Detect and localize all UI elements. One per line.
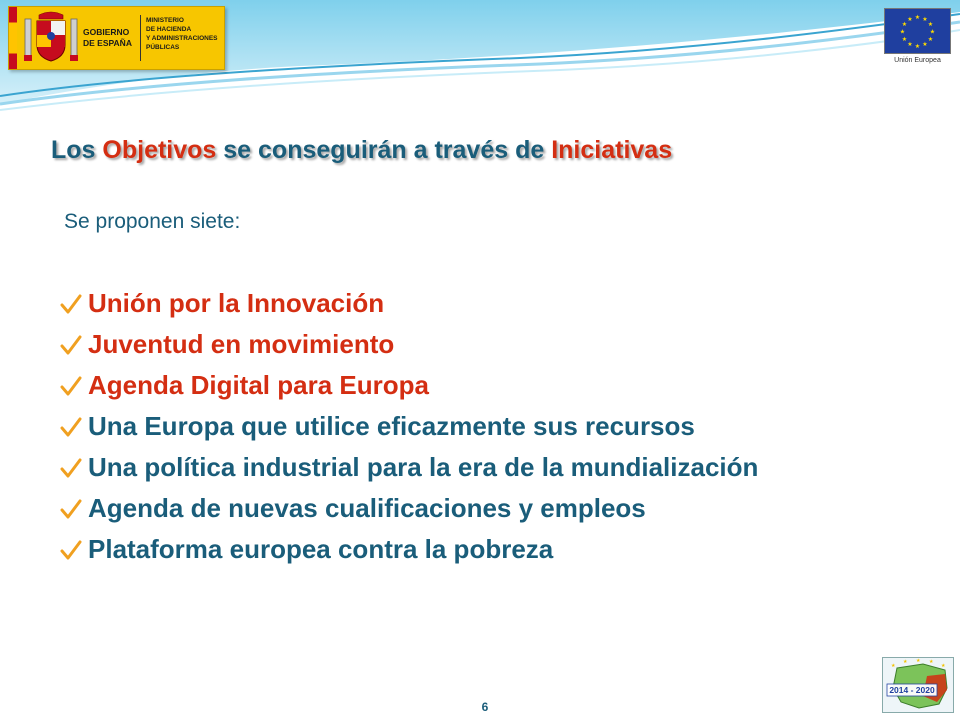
svg-text:★: ★: [927, 36, 934, 43]
svg-text:★: ★: [914, 14, 921, 21]
initiative-item: [60, 368, 788, 402]
checkmark-icon: [60, 416, 82, 438]
page-number: 6: [481, 700, 489, 714]
initiative-label: Juventud en movimiento: [88, 329, 395, 359]
svg-text:★: ★: [929, 28, 936, 36]
checkmark-icon: [60, 498, 82, 520]
period-logo-graphic: [883, 658, 953, 712]
svg-text:★: ★: [907, 16, 913, 23]
initiative-label: Una política industrial para la era de la mundialización: [88, 452, 759, 482]
svg-text:★: ★: [901, 36, 908, 43]
slide-title: [51, 136, 672, 165]
svg-text:★: ★: [922, 16, 928, 23]
svg-text:★: ★: [941, 663, 946, 669]
title-part-2: se conseguirán a través de: [216, 136, 552, 164]
title-accent-iniciativas: Iniciativas: [551, 136, 673, 164]
checkmark-icon: [60, 334, 82, 356]
svg-text:★: ★: [903, 659, 908, 665]
title-part-1: Los: [51, 136, 103, 164]
initiative-label: Plataforma europea contra la pobreza: [88, 534, 554, 564]
period-logo: [882, 657, 954, 713]
coat-of-arms-icon: [23, 11, 79, 65]
logo-divider: [140, 15, 141, 61]
initiative-label: Agenda Digital para Europa: [88, 370, 429, 400]
initiative-item: [60, 450, 788, 484]
svg-text:★: ★: [929, 659, 934, 665]
title-accent-objetivos: Objetivos: [102, 136, 217, 164]
checkmark-icon: [60, 375, 82, 397]
government-name: GOBIERNO DE ESPAÑA: [83, 27, 132, 48]
initiative-item: [60, 491, 788, 525]
svg-text:★: ★: [899, 28, 906, 36]
initiative-item: [60, 409, 788, 443]
svg-text:★: ★: [901, 21, 908, 28]
initiative-label: Unión por la Innovación: [88, 288, 385, 318]
svg-text:★: ★: [891, 663, 896, 669]
initiative-label: Agenda de nuevas cualificaciones y empleos: [88, 493, 646, 523]
initiative-label: Una Europa que utilice eficazmente sus recursos: [88, 411, 695, 441]
eu-flag-icon: [884, 8, 951, 54]
svg-text:★: ★: [927, 21, 934, 28]
eu-logo: [884, 8, 951, 68]
initiative-item: [60, 532, 788, 566]
checkmark-icon: [60, 293, 82, 315]
initiative-item: [60, 327, 788, 361]
svg-text:★: ★: [922, 41, 928, 48]
intro-text: Se proponen siete:: [64, 210, 241, 233]
eu-stars: [885, 9, 950, 53]
period-logo-text: 2014 - 2020: [889, 685, 935, 695]
svg-text:★: ★: [907, 41, 913, 48]
initiatives-list: [60, 286, 788, 566]
initiative-item: [60, 286, 788, 320]
svg-text:★: ★: [916, 658, 921, 664]
eu-caption: Unión Europea: [894, 57, 941, 64]
government-logo: [8, 6, 225, 70]
checkmark-icon: [60, 457, 82, 479]
spanish-flag-strip: [9, 7, 17, 69]
checkmark-icon: [60, 539, 82, 561]
svg-text:★: ★: [914, 43, 921, 50]
ministry-name: MINISTERIO DE HACIENDA Y ADMINISTRACIONES PÚBLICAS: [146, 17, 218, 51]
